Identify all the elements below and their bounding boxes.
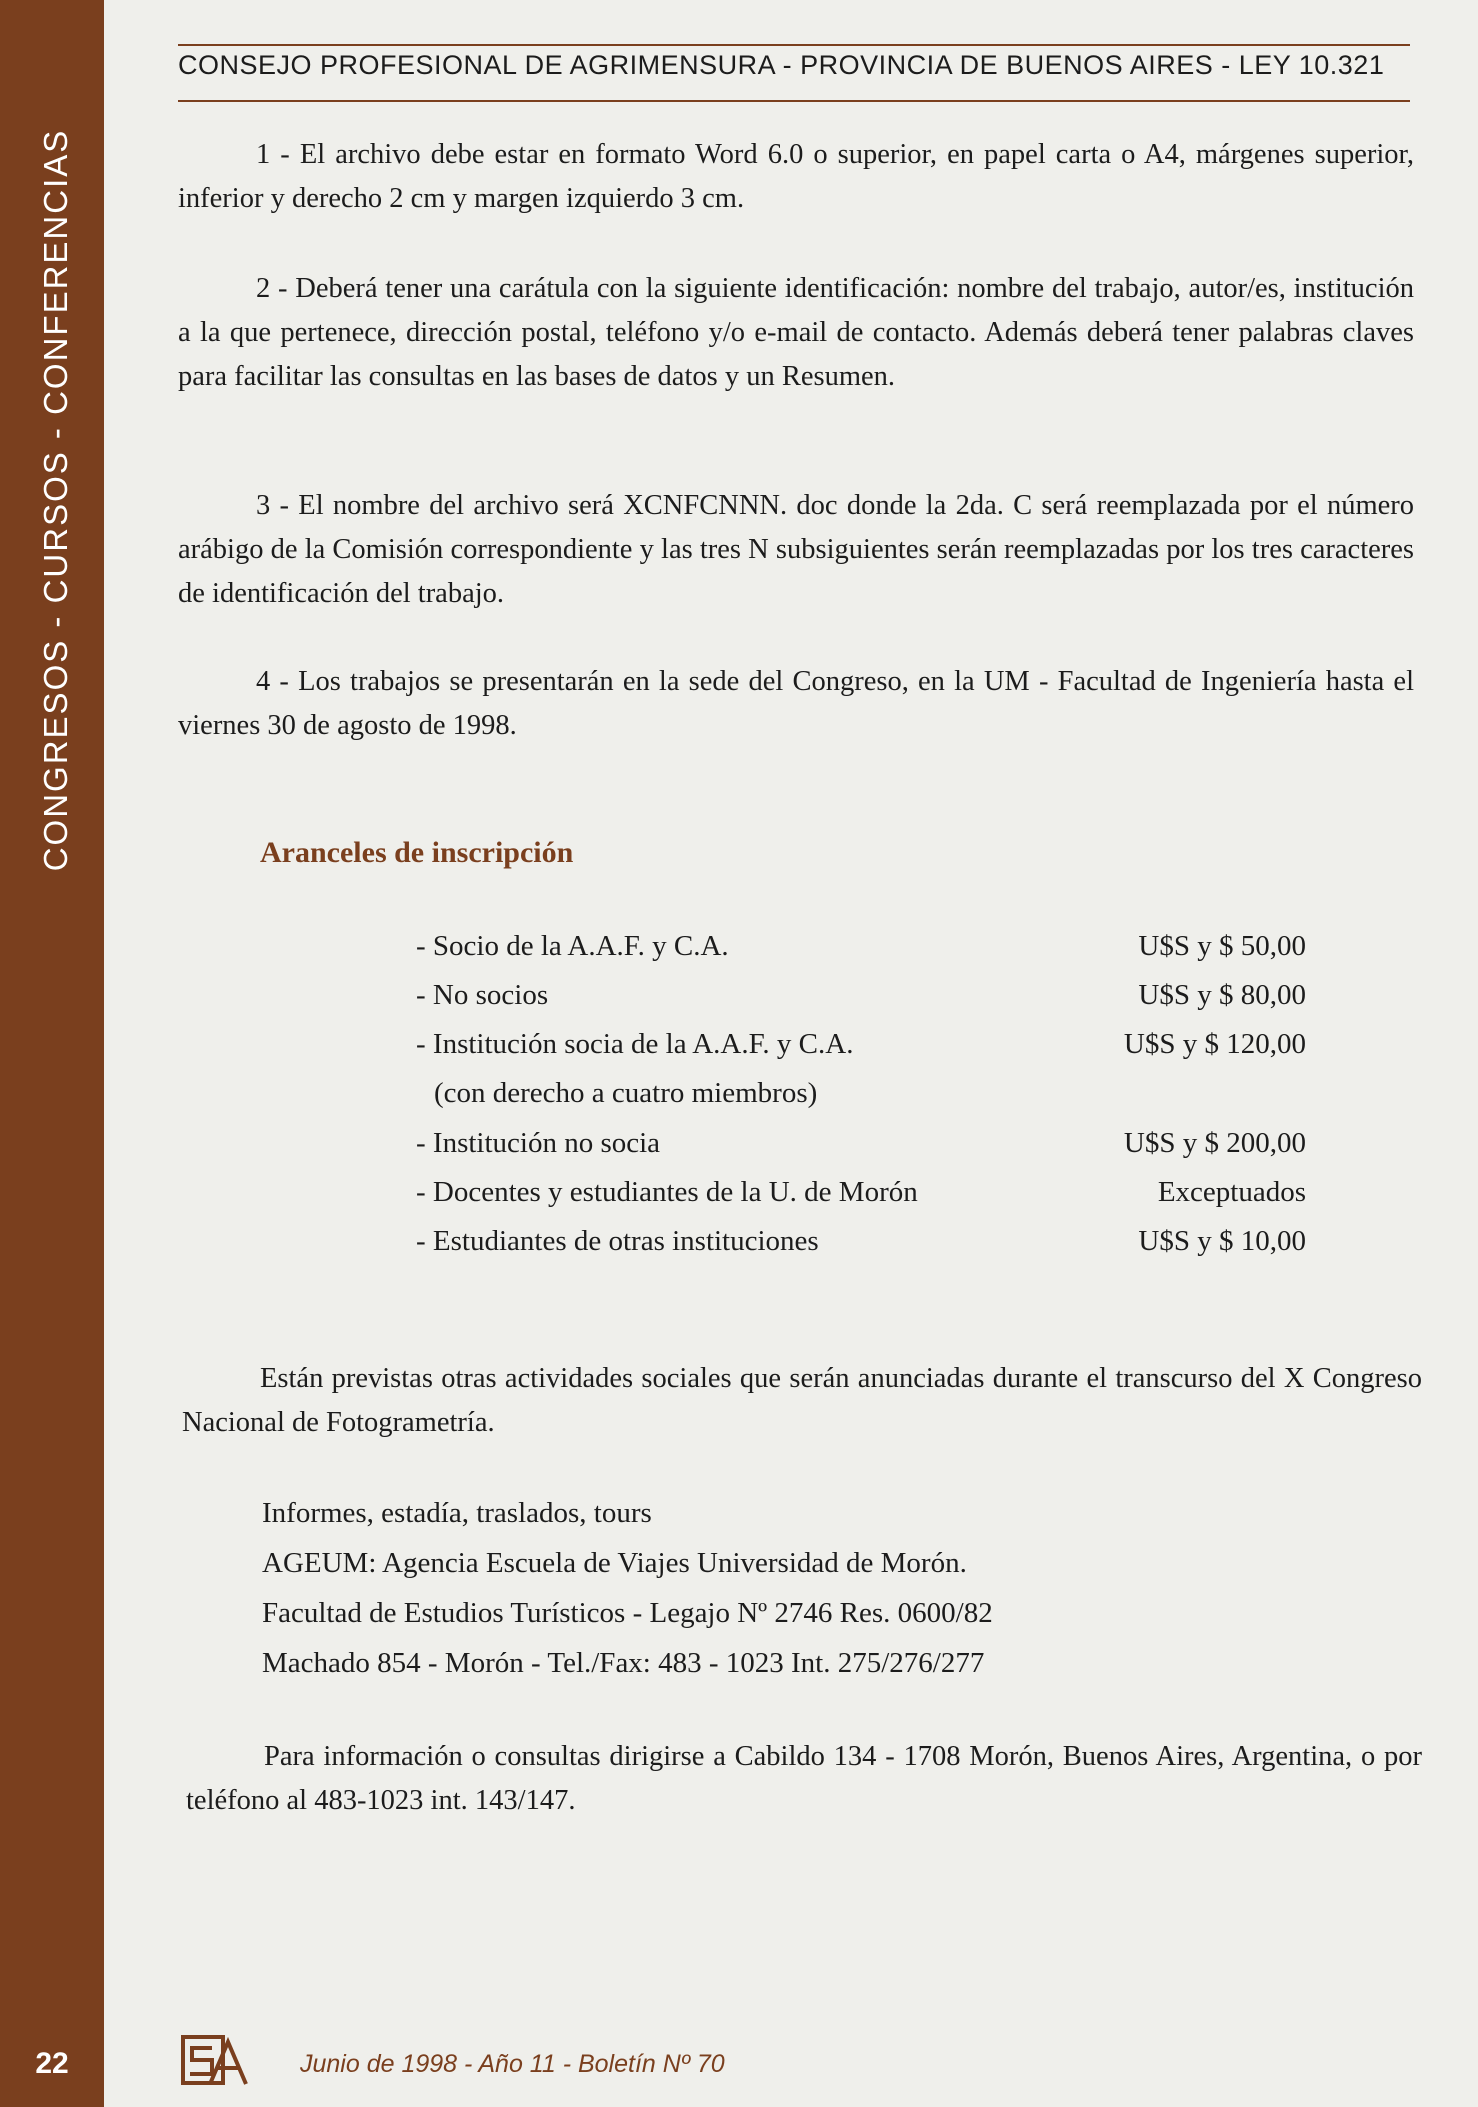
rule-text-3: 3 - El nombre del archivo será XCNFCNNN. doc donde la 2da. C será reemplazada por el número arábigo de la Comisión correspondiente y las tres N subsiguientes serán reemplazadas por los tres caracteres de identificación del trabajo. bbox=[178, 490, 1414, 609]
fee-price: U$S y $ 10,00 bbox=[1138, 1225, 1306, 1257]
fee-label: - Institución socia de la A.A.F. y C.A. bbox=[416, 1028, 854, 1060]
sidebar-vertical-title: CONGRESOS - CURSOS - CONFERENCIAS bbox=[37, 128, 74, 872]
social-activities-paragraph bbox=[182, 1357, 1422, 1445]
fee-label: - No socios bbox=[416, 979, 549, 1011]
sidebar-band bbox=[0, 0, 104, 2107]
fee-row-no-socios bbox=[416, 979, 1306, 1027]
fee-label: - Socio de la A.A.F. y C.A. bbox=[416, 930, 729, 962]
page-number: 22 bbox=[35, 2047, 69, 2080]
fee-price: U$S y $ 120,00 bbox=[1123, 1028, 1306, 1060]
fee-row-institucion-no-socia bbox=[416, 1127, 1306, 1175]
fee-row-socio bbox=[416, 930, 1306, 978]
info-paragraph bbox=[186, 1735, 1422, 1823]
contact-line-informes: Informes, estadía, traslados, tours bbox=[262, 1497, 652, 1529]
fee-price: Exceptuados bbox=[1157, 1176, 1306, 1208]
fee-row-docentes bbox=[416, 1176, 1306, 1224]
fee-label: - Estudiantes de otras instituciones bbox=[416, 1225, 819, 1257]
rule-text-2: 2 - Deberá tener una carátula con la siguiente identificación: nombre del trabajo, autor/es, institución a la que pertenece, dirección postal, teléfono y/o e-mail de contacto. Además deberá tener palabras claves para facilitar las consultas en las bases de datos y un Resumen. bbox=[178, 273, 1414, 392]
association-logo-icon bbox=[180, 2034, 250, 2088]
fee-label: - Docentes y estudiantes de la U. de Morón bbox=[416, 1176, 918, 1208]
rule-paragraph-2 bbox=[178, 267, 1414, 399]
footer-issue: Junio de 1998 - Año 11 - Boletín Nº 70 bbox=[300, 2050, 725, 2078]
fee-row-estudiantes bbox=[416, 1225, 1306, 1273]
rule-text-4: 4 - Los trabajos se presentarán en la sede del Congreso, en la UM - Facultad de Ingeniería hasta el viernes 30 de agosto de 1998. bbox=[178, 666, 1414, 741]
fees-title: Aranceles de inscripción bbox=[260, 836, 574, 869]
rule-paragraph-4 bbox=[178, 660, 1414, 748]
fee-label: - Institución no socia bbox=[416, 1127, 661, 1159]
fee-price: U$S y $ 50,00 bbox=[1138, 930, 1306, 962]
rule-paragraph-3 bbox=[178, 484, 1414, 616]
contact-line-facultad: Facultad de Estudios Turísticos - Legajo Nº 2746 Res. 0600/82 bbox=[262, 1597, 993, 1629]
contact-line-ageum: AGEUM: Agencia Escuela de Viajes Universidad de Morón. bbox=[262, 1547, 967, 1579]
social-activities-text: Están previstas otras actividades sociales que serán anunciadas durante el transcurso del X Congreso Nacional de Fotogrametría. bbox=[182, 1363, 1422, 1438]
page-header: CONSEJO PROFESIONAL DE AGRIMENSURA - PROVINCIA DE BUENOS AIRES - LEY 10.321 bbox=[178, 44, 1410, 102]
fee-note: (con derecho a cuatro miembros) bbox=[434, 1077, 818, 1109]
info-text: Para información o consultas dirigirse a Cabildo 134 - 1708 Morón, Buenos Aires, Argentina, o por teléfono al 483-1023 int. 143/147. bbox=[186, 1741, 1422, 1816]
contact-line-address: Machado 854 - Morón - Tel./Fax: 483 - 1023 Int. 275/276/277 bbox=[262, 1647, 985, 1679]
fee-row-note bbox=[416, 1077, 1306, 1125]
rule-text-1: 1 - El archivo debe estar en formato Word 6.0 o superior, en papel carta o A4, márgenes superior, inferior y derecho 2 cm y margen izquierdo 3 cm. bbox=[178, 139, 1414, 214]
fee-price: U$S y $ 80,00 bbox=[1138, 979, 1306, 1011]
fee-price: U$S y $ 200,00 bbox=[1123, 1127, 1306, 1159]
rule-paragraph-1 bbox=[178, 133, 1414, 221]
fee-row-institucion-socia bbox=[416, 1028, 1306, 1076]
